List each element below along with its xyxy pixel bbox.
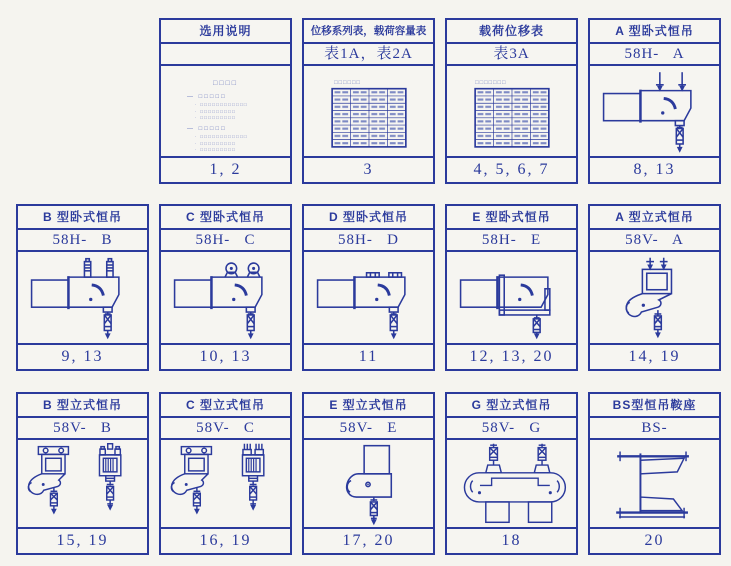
model-code: 58V- A <box>590 230 719 252</box>
card-title: C 型卧式恒吊 <box>161 206 290 230</box>
card-title: A 型立式恒吊 <box>590 206 719 230</box>
card-title: E 型立式恒吊 <box>304 394 433 418</box>
card-type-g-vertical <box>445 392 578 555</box>
hanger-drawing-a-horizontal <box>590 66 719 156</box>
card-title: A 型卧式恒吊 <box>590 20 719 44</box>
page-numbers: 10, 13 <box>161 343 290 369</box>
card-title: 选用说明 <box>161 20 290 44</box>
model-code: 58H- A <box>590 44 719 66</box>
card-title: 载荷位移表 <box>447 20 576 44</box>
card-selection-notes <box>159 18 292 184</box>
page-numbers: 3 <box>304 156 433 182</box>
card-type-c-vertical <box>159 392 292 555</box>
hanger-drawing-d-horizontal <box>304 252 433 343</box>
card-title: D 型卧式恒吊 <box>304 206 433 230</box>
hanger-drawing-a-vertical <box>590 252 719 343</box>
card-type-c-horizontal <box>159 204 292 371</box>
hanger-drawing-e-horizontal <box>447 252 576 343</box>
card-title: 位移系列表，载荷容量表 <box>304 20 433 44</box>
card-title: C 型立式恒吊 <box>161 394 290 418</box>
model-code: 58H- D <box>304 230 433 252</box>
svg-text:□□□□□□: □□□□□□ <box>334 79 361 86</box>
card-table-3a <box>445 18 578 184</box>
card-type-b-horizontal <box>16 204 149 371</box>
model-code: 58H- C <box>161 230 290 252</box>
page-numbers: 15, 19 <box>18 527 147 553</box>
model-code: BS- <box>590 418 719 440</box>
model-code: 58V- G <box>447 418 576 440</box>
card-type-e-vertical <box>302 392 435 555</box>
page-numbers: 14, 19 <box>590 343 719 369</box>
page-numbers: 11 <box>304 343 433 369</box>
hanger-drawing-g-vertical <box>447 440 576 527</box>
model-code: 58V- C <box>161 418 290 440</box>
notes-text-mimic: □□□□ — □□□□□ · □□□□□□□□□□□□ · □□□□□□□□□ · □□□□□□□□□ — □□□□□ · □□□□□□□□□□□□ · □□□□□□□□□ · □□□□□□□□□ <box>187 80 248 152</box>
card-type-b-vertical <box>16 392 149 555</box>
card-title: BS型恒吊鞍座 <box>590 394 719 418</box>
card-table-1a-2a <box>302 18 435 184</box>
model-code: 58V- B <box>18 418 147 440</box>
table-ref: 表3A <box>447 44 576 66</box>
page-numbers: 9, 13 <box>18 343 147 369</box>
page-numbers: 17, 20 <box>304 527 433 553</box>
svg-text:□□□□□□□: □□□□□□□ <box>475 79 507 86</box>
card-type-e-horizontal <box>445 204 578 371</box>
page-numbers: 20 <box>590 527 719 553</box>
card-title: G 型立式恒吊 <box>447 394 576 418</box>
card-type-bs-saddle <box>588 392 721 555</box>
page-numbers: 1, 2 <box>161 156 290 182</box>
card-type-d-horizontal <box>302 204 435 371</box>
model-code: 58H- E <box>447 230 576 252</box>
page-numbers: 16, 19 <box>161 527 290 553</box>
card-title: B 型卧式恒吊 <box>18 206 147 230</box>
card-type-a-vertical <box>588 204 721 371</box>
table-ref: 表1A，表2A <box>304 44 433 66</box>
hanger-drawing-c-vertical <box>161 440 290 527</box>
page-numbers: 4, 5, 6, 7 <box>447 156 576 182</box>
hanger-drawing-b-vertical <box>18 440 147 527</box>
page-numbers: 8, 13 <box>590 156 719 182</box>
saddle-drawing-bs <box>590 440 719 527</box>
mini-table-drawing <box>447 66 576 156</box>
card-title: E 型卧式恒吊 <box>447 206 576 230</box>
hanger-drawing-b-horizontal <box>18 252 147 343</box>
page-numbers: 12, 13, 20 <box>447 343 576 369</box>
hanger-drawing-e-vertical <box>304 440 433 527</box>
model-code: 58H- B <box>18 230 147 252</box>
mini-table-drawing <box>304 66 433 156</box>
model-code <box>161 44 290 66</box>
page-numbers: 18 <box>447 527 576 553</box>
hanger-drawing-c-horizontal <box>161 252 290 343</box>
card-title: B 型立式恒吊 <box>18 394 147 418</box>
model-code: 58V- E <box>304 418 433 440</box>
card-type-a-horizontal <box>588 18 721 184</box>
